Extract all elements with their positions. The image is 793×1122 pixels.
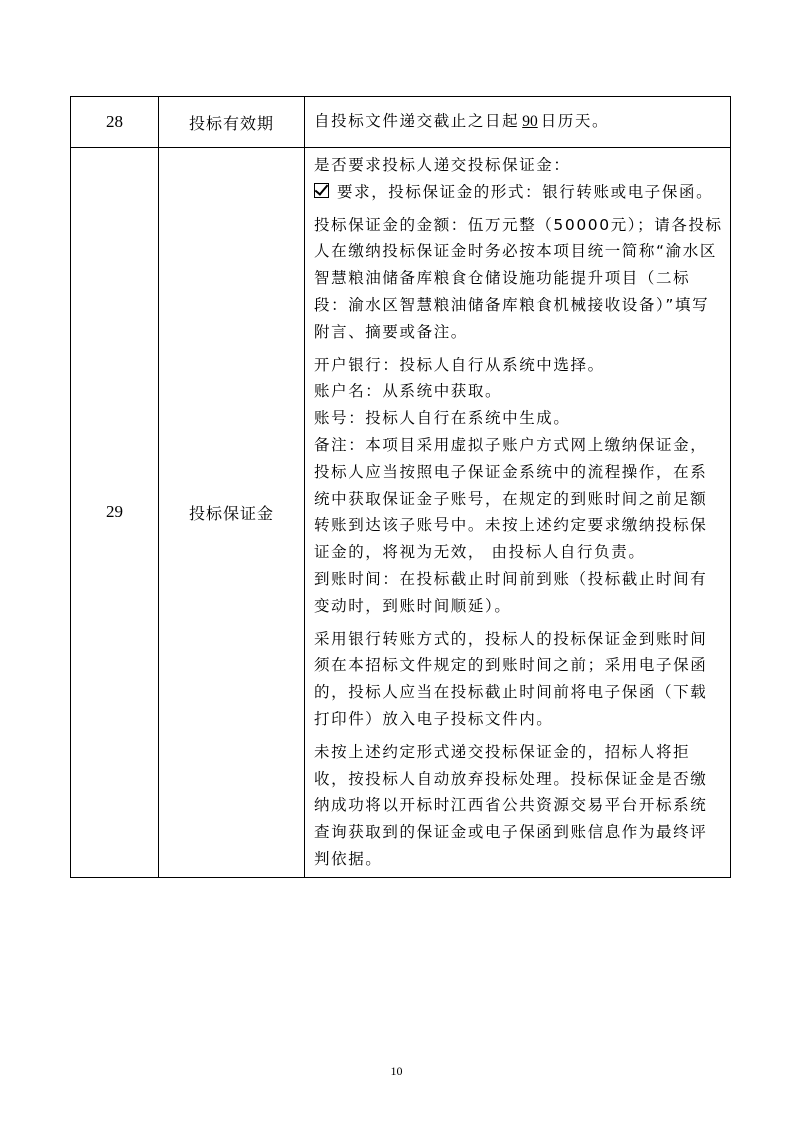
row-item-name: 投标保证金 — [159, 148, 305, 878]
amount-paragraph: 投标保证金的金额：伍万元整（50000元）；请各投标人在缴纳投标保证金时务必按本项目统一简称“渝水区智慧粮油储备库粮食仓储设施功能提升项目（二标段：渝水区智慧粮油储备库粮食机械接收设备）”填写附言、摘要或备注。 — [314, 215, 723, 341]
table-row-29 — [71, 148, 731, 878]
row-item-name: 投标有效期 — [159, 97, 305, 148]
table-row-28 — [71, 97, 731, 148]
remark-paragraph: 备注：本项目采用虚拟子账户方式网上缴纳保证金，投标人应当按照电子保证金系统中的流程操作，在系统中获取保证金子账号，在规定的到账时间之前足额转账到达该子账号中。未按上述约定要求缴纳投标保证金的，将视为无效， 由投标人自行负责。 — [314, 435, 708, 562]
bid-info-table — [70, 96, 731, 878]
account-name-paragraph: 账户名：从系统中获取。 — [314, 382, 503, 401]
row-number: 29 — [71, 148, 159, 878]
row-content — [305, 97, 731, 148]
account-number-paragraph: 账号：投标人自行在系统中生成。 — [314, 409, 571, 428]
transfer-rule-paragraph: 采用银行转账方式的，投标人的投标保证金到账时间须在本招标文件规定的到账时间之前；采用电子保函的，投标人应当在投标截止时间前将电子保函（下载打印件）放入电子投标文件内。 — [314, 629, 708, 728]
validity-prefix: 自投标文件递交截止之日起 — [314, 112, 520, 131]
arrival-time-paragraph: 到账时间：在投标截止时间前到账（投标截止时间有变动时，到账时间顺延）。 — [314, 569, 708, 615]
row-number: 28 — [71, 97, 159, 148]
validity-days: 90 — [522, 113, 538, 131]
require-option — [314, 179, 724, 206]
row-content — [305, 148, 731, 878]
rejection-paragraph: 未按上述约定形式递交投标保证金的，招标人将拒收，按投标人自动放弃投标处理。投标保证金是否缴纳成功将以开标时江西省公共资源交易平台开标系统查询获取到的保证金或电子保函到账信息作为最终评判依据。 — [314, 742, 708, 868]
bank-paragraph: 开户银行：投标人自行从系统中选择。 — [314, 355, 605, 374]
require-option-text: 要求，投标保证金的形式：银行转账或电子保函。 — [337, 182, 714, 201]
page-number: 10 — [390, 1064, 403, 1078]
validity-suffix: 日历天。 — [540, 112, 610, 131]
require-question: 是否要求投标人递交投标保证金： — [314, 156, 571, 174]
checked-checkbox-icon — [314, 183, 329, 198]
